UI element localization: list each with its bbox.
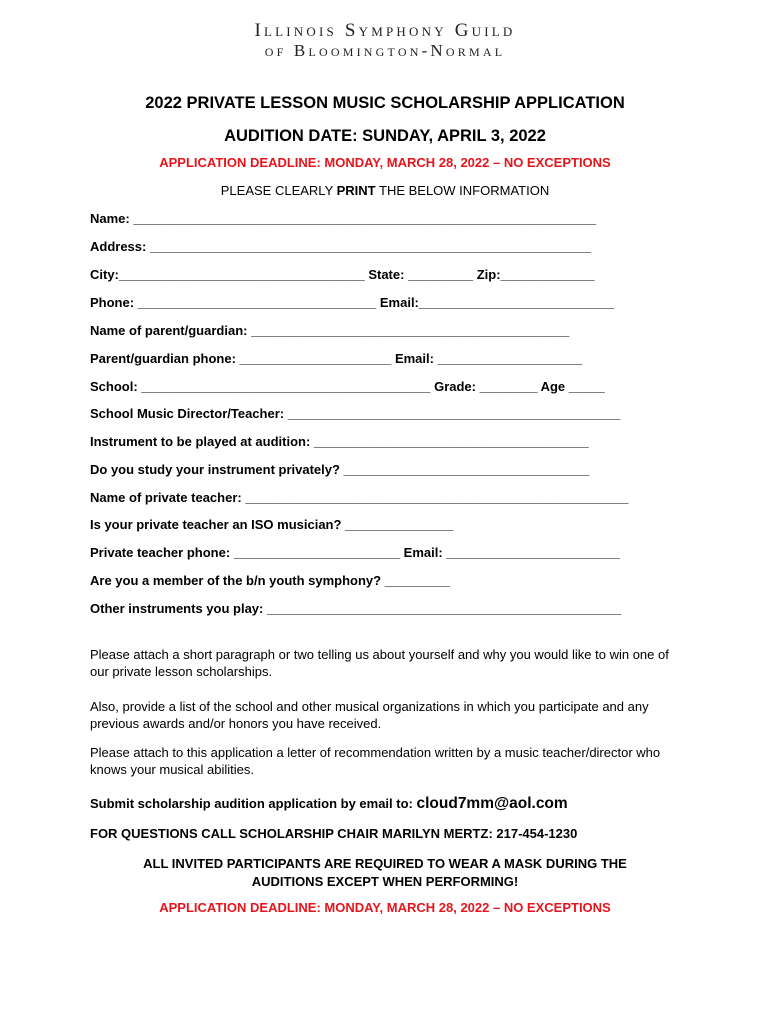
field-iso-musician[interactable]: Is your private teacher an ISO musician? _______________ <box>90 517 454 532</box>
field-phone-email[interactable]: Phone: _________________________________ Email:___________________________ <box>90 295 615 310</box>
paragraph-recommendation: Please attach to this application a letter of recommendation written by a music teacher/director who knows your musical abilities. <box>90 745 661 777</box>
field-youth-symphony[interactable]: Are you a member of the b/n youth symphony? _________ <box>90 573 450 588</box>
field-name[interactable]: Name: ________________________________________________________________ <box>90 211 597 226</box>
field-other-instruments[interactable]: Other instruments you play: _________________________________________________ <box>90 601 622 616</box>
submit-email-link[interactable]: cloud7mm@aol.com <box>416 795 568 812</box>
field-study-privately[interactable]: Do you study your instrument privately? __________________________________ <box>90 462 590 477</box>
field-teacher-phone-email[interactable]: Private teacher phone: _______________________ Email: ________________________ <box>90 545 620 560</box>
mask-notice-line1: ALL INVITED PARTICIPANTS ARE REQUIRED TO WEAR A MASK DURING THE <box>143 856 627 871</box>
paragraph-organizations: Also, provide a list of the school and other musical organizations in which you participate and any previous awards and/or honors you have received. <box>90 699 649 731</box>
print-instruction-before: PLEASE CLEARLY <box>220 183 337 198</box>
field-city-state-zip[interactable]: City:__________________________________ State: _________ Zip:_____________ <box>90 267 595 282</box>
field-private-teacher[interactable]: Name of private teacher: _____________________________________________________ <box>90 490 629 505</box>
field-address[interactable]: Address: _____________________________________________________________ <box>90 239 591 254</box>
mask-notice-line2: AUDITIONS EXCEPT WHEN PERFORMING! <box>251 873 519 889</box>
paragraph-about-yourself: Please attach a short paragraph or two telling us about yourself and why you would like to win one of our private lesson scholarships. <box>90 647 669 679</box>
guild-name-line1: Illinois Symphony Guild <box>254 20 516 41</box>
mask-notice <box>0 855 770 890</box>
submit-instruction <box>90 795 568 813</box>
field-school-grade-age[interactable]: School: ________________________________________ Grade: ________ Age _____ <box>90 379 605 394</box>
submit-text: Submit scholarship audition application by email to: <box>90 796 417 811</box>
field-parent-phone-email[interactable]: Parent/guardian phone: _____________________ Email: ____________________ <box>90 351 583 366</box>
field-instrument[interactable]: Instrument to be played at audition: ______________________________________ <box>90 434 589 449</box>
application-deadline-top: APPLICATION DEADLINE: MONDAY, MARCH 28, 2022 – NO EXCEPTIONS <box>159 155 611 170</box>
print-instruction-bold: PRINT <box>336 183 376 198</box>
print-instruction <box>0 183 770 198</box>
field-parent-guardian[interactable]: Name of parent/guardian: ____________________________________________ <box>90 323 570 338</box>
audition-date: AUDITION DATE: SUNDAY, APRIL 3, 2022 <box>224 127 546 145</box>
field-music-director[interactable]: School Music Director/Teacher: ______________________________________________ <box>90 406 621 421</box>
form-title: 2022 PRIVATE LESSON MUSIC SCHOLARSHIP APPLICATION <box>145 94 625 112</box>
questions-contact: FOR QUESTIONS CALL SCHOLARSHIP CHAIR MARILYN MERTZ: 217-454-1230 <box>90 826 578 841</box>
guild-name-line2: of Bloomington-Normal <box>264 41 506 60</box>
print-instruction-after: THE BELOW INFORMATION <box>375 183 550 198</box>
application-deadline-bottom: APPLICATION DEADLINE: MONDAY, MARCH 28, 2022 – NO EXCEPTIONS <box>159 900 611 915</box>
